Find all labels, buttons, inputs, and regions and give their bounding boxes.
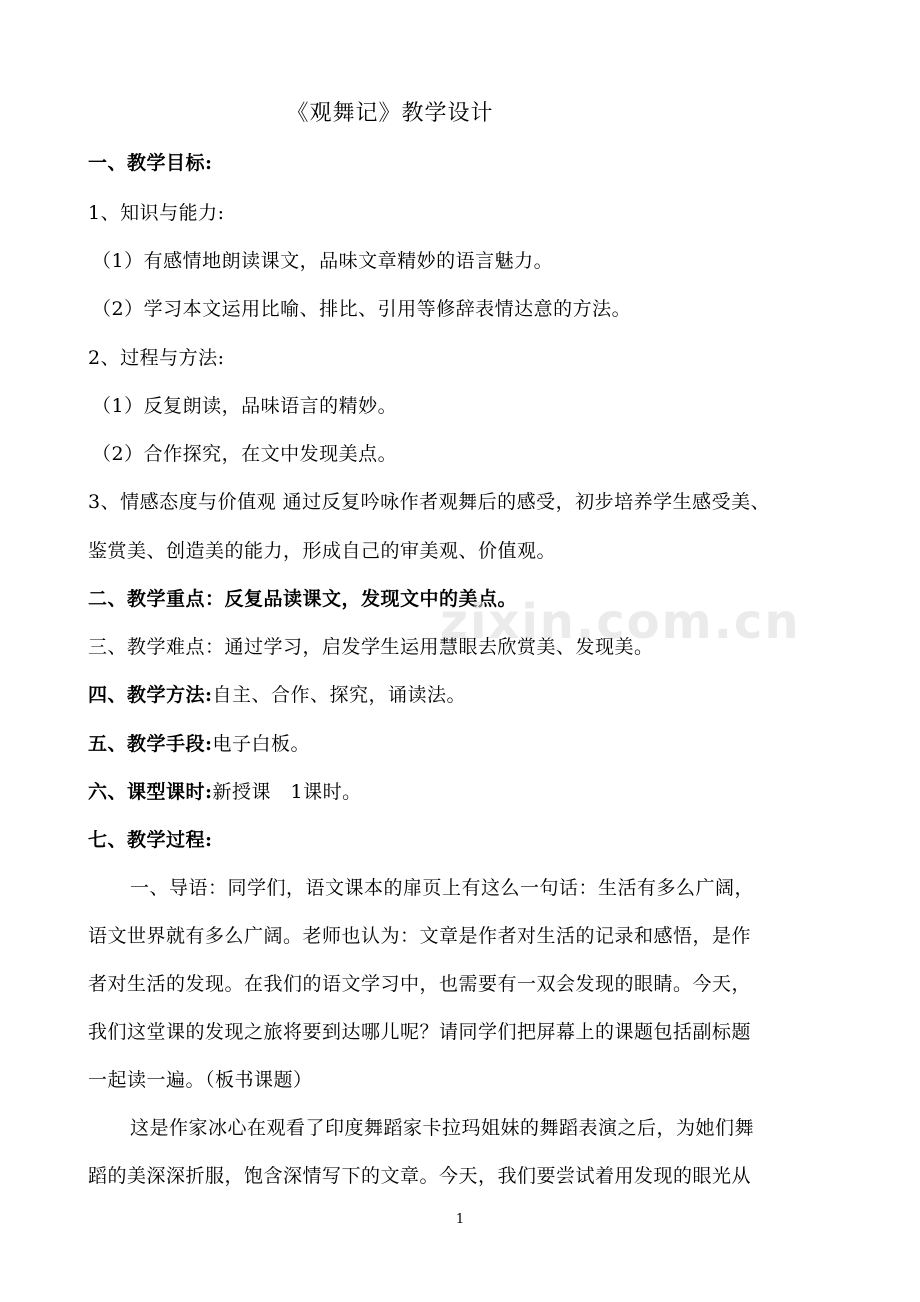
intro-line-2: 语文世界就有多么广阔。老师也认为：文章是作者对生活的记录和感悟，是作 [88, 925, 752, 947]
para2-line-2: 蹈的美深深折服，饱含深情写下的文章。今天，我们要尝试着用发现的眼光从 [88, 1165, 752, 1187]
knowledge-item-2: （2）学习本文运用比喻、排比、引用等修辞表情达意的方法。 [92, 298, 632, 320]
page-number: 1 [455, 1212, 465, 1227]
means-value: 电子白板。 [212, 733, 311, 755]
key-point: 二、教学重点：反复品读课文，发现文中的美点。 [88, 588, 518, 610]
watermark: zixin.com.cn [440, 594, 801, 650]
intro-line-3: 者对生活的发现。在我们的语文学习中，也需要有一双会发现的眼睛。今天， [88, 973, 752, 995]
difficulty: 三、教学难点：通过学习，启发学生运用慧眼去欣赏美、发现美。 [88, 636, 654, 658]
lesson-label: 六、课型课时: [88, 781, 213, 803]
knowledge-item-1: （1）有感情地朗读课文，品味文章精妙的语言魅力。 [92, 250, 554, 272]
intro-line-5: 一起读一遍。（板书课题） [88, 1069, 313, 1091]
intro-line-1: 一、导语：同学们，语文课本的扉页上有这么一句话：生活有多么广阔， [130, 877, 755, 899]
process-item-2: （2）合作探究，在文中发现美点。 [92, 443, 398, 465]
knowledge-heading: 1、知识与能力: [88, 202, 225, 224]
means-label: 五、教学手段: [88, 733, 213, 755]
objectives-heading: 一、教学目标: [88, 152, 213, 174]
intro-line-4: 我们这堂课的发现之旅将要到达哪儿呢？请同学们把屏幕上的课题包括副标题 [88, 1021, 752, 1043]
emotion-line-2: 鉴赏美、创造美的能力，形成自己的审美观、价值观。 [88, 540, 557, 562]
method-label: 四、教学方法: [88, 684, 213, 706]
teaching-means [88, 729, 310, 756]
document-title: 《观舞记》教学设计 [286, 101, 494, 126]
process-heading: 2、过程与方法: [88, 347, 225, 369]
lesson-type [88, 777, 362, 804]
process-steps-heading: 七、教学过程: [88, 829, 213, 851]
teaching-method [88, 680, 466, 707]
emotion-line-1: 3、情感态度与价值观 通过反复吟咏作者观舞后的感受，初步培养学生感受美、 [88, 491, 771, 513]
method-value: 自主、合作、探究，诵读法。 [212, 684, 467, 706]
para2-line-1: 这是作家冰心在观看了印度舞蹈家卡拉玛姐妹的舞蹈表演之后，为她们舞 [130, 1117, 755, 1139]
process-item-1: （1）反复朗读，品味语言的精妙。 [92, 395, 398, 417]
lesson-value: 新授课 1课时。 [212, 781, 362, 803]
